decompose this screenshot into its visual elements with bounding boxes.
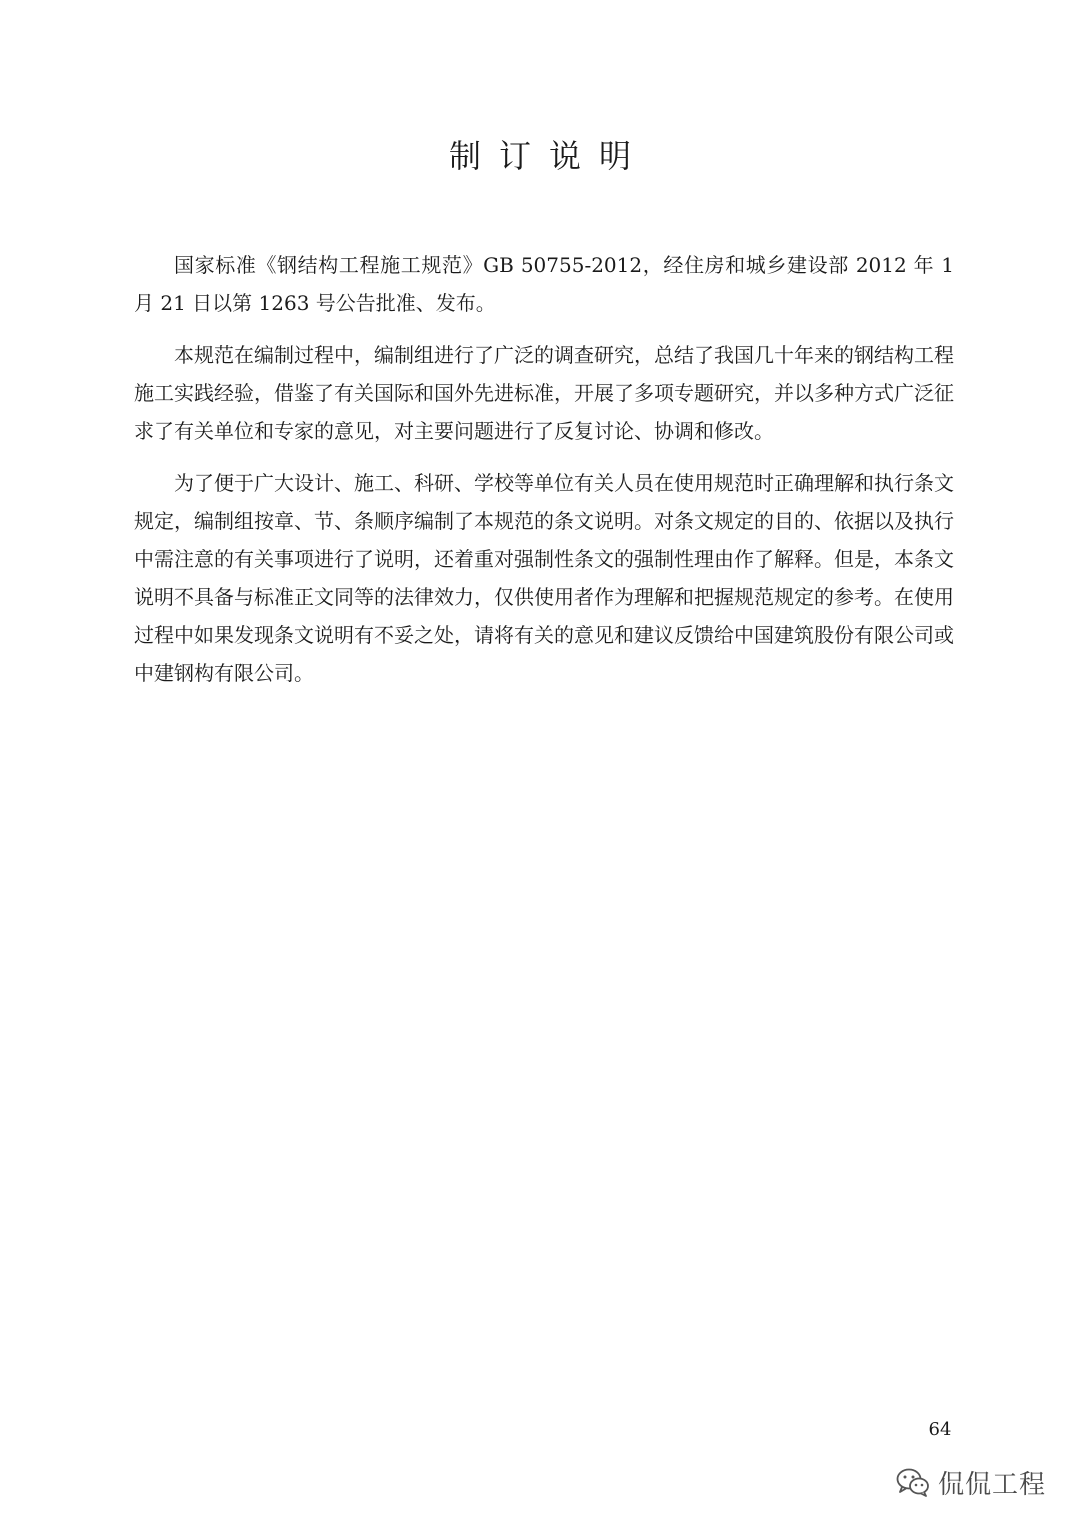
- watermark: [896, 1462, 1046, 1502]
- paragraph-compilation: 本规范在编制过程中，编制组进行了广泛的调查研究，总结了我国几十年来的钢结构工程施工实践经验，借鉴了有关国际和国外先进标准，开展了多项专题研究，并以多种方式广泛征求了有关单位和专家的意见，对主要问题进行了反复讨论、协调和修改。: [134, 343, 954, 443]
- page-title: 制订说明: [448, 137, 649, 175]
- page-number: 64: [928, 1419, 952, 1440]
- paragraph-approval: 国家标准《钢结构工程施工规范》GB 50755-2012，经住房和城乡建设部 2012 年 1 月 21 日以第 1263 号公告批准、发布。: [134, 253, 954, 315]
- paragraph-explanation: 为了便于广大设计、施工、科研、学校等单位有关人员在使用规范时正确理解和执行条文规定，编制组按章、节、条顺序编制了本规范的条文说明。对条文规定的目的、依据以及执行中需注意的有关事项进行了说明，还着重对强制性条文的强制性理由作了解释。但是，本条文说明不具备与标准正文同等的法律效力，仅供使用者作为理解和把握规范规定的参考。在使用过程中如果发现条文说明有不妥之处，请将有关的意见和建议反馈给中国建筑股份有限公司或中建钢构有限公司。: [134, 471, 954, 685]
- body-text: [134, 246, 954, 706]
- watermark-text: 侃侃工程: [938, 1469, 1047, 1500]
- wechat-icon: [896, 1467, 930, 1497]
